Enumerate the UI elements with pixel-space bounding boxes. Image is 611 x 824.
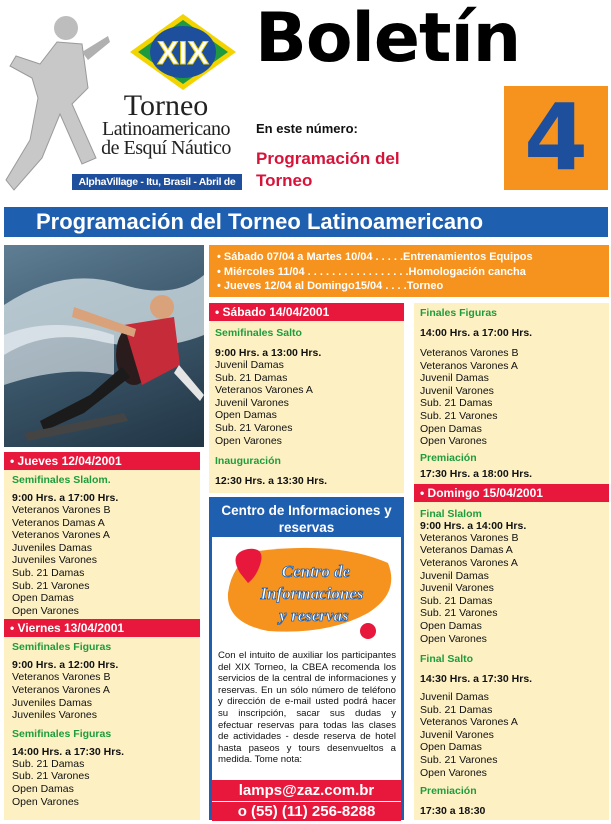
category-item: Veteranos Damas A	[420, 544, 513, 557]
category-item: Veteranos Varones A	[420, 716, 518, 729]
category-item: Juvenil Varones	[420, 384, 494, 397]
category-item: Juvenil Damas	[420, 569, 489, 582]
day-header-sunday: • Domingo 15/04/2001	[414, 484, 609, 502]
logo-wordmark	[82, 89, 250, 159]
category-item: Open Damas	[420, 741, 482, 754]
info-center-box	[209, 497, 404, 820]
logo-line-1: Torneo	[123, 89, 209, 122]
category-item: Sub. 21 Varones	[420, 754, 498, 767]
category-item: Sub. 21 Damas	[12, 566, 85, 579]
time-range: 17:30 Hrs. a 18:00 Hrs.	[420, 467, 533, 480]
category-item: Juvenil Damas	[420, 691, 489, 704]
category-item: Open Damas	[420, 619, 482, 632]
logo-line-3: de Esquí Náutico	[101, 137, 231, 159]
category-item: Open Damas	[12, 592, 74, 605]
category-item: Open Varones	[12, 604, 79, 617]
category-item: Open Damas	[420, 422, 482, 435]
info-center-logo	[218, 543, 398, 643]
category-item: Sub. 21 Varones	[215, 421, 293, 434]
in-this-issue-label: En este número:	[256, 121, 358, 136]
category-item: Veteranos Damas A	[12, 516, 105, 529]
category-item: Sub. 21 Damas	[420, 594, 493, 607]
category-item: Juvenil Varones	[420, 728, 494, 741]
section-title: Semifinales Figuras	[12, 727, 112, 740]
tournament-logo	[0, 0, 250, 204]
category-item: Open Damas	[12, 782, 74, 795]
info-logo-line-3: y reservas	[279, 606, 349, 625]
category-item: Open Varones	[12, 795, 79, 808]
section-banner: Programación del Torneo Latinoamericano	[4, 207, 608, 237]
category-item: Juveniles Varones	[12, 554, 98, 567]
time-range: 12:30 Hrs. a 13:30 Hrs.	[215, 475, 328, 488]
category-item: Veteranos Varones A	[420, 359, 518, 372]
waterskier-illustration	[4, 245, 204, 447]
waterskier-photo	[4, 245, 204, 447]
section-title: Inauguración	[215, 455, 281, 468]
contact-email[interactable]: lamps@zaz.com.br	[212, 780, 401, 801]
logo-location-band: AlphaVillage - Itu, Brasil - Abril de 2001	[72, 174, 242, 190]
category-item: Juveniles Varones	[12, 709, 98, 722]
time-range: 9:00 Hrs. a 12:00 Hrs.	[12, 659, 119, 672]
category-item: Juveniles Damas	[12, 696, 92, 709]
xix-emblem-text: XIX	[157, 35, 209, 71]
category-item: Juvenil Damas	[215, 359, 284, 371]
category-item: Sub. 21 Damas	[12, 757, 85, 770]
newsletter-title: Boletín	[255, 0, 521, 78]
day-header-saturday: • Sábado 14/04/2001	[209, 303, 404, 321]
category-item: Juvenil Varones	[420, 582, 494, 595]
time-range: 9:00 Hrs. a 13:00 Hrs.	[215, 347, 322, 359]
contact-phone: o (55) (11) 256-8288	[212, 801, 401, 821]
section-title: Final Slalom	[420, 507, 482, 520]
schedule-row: • Jueves 12/04 al Domingo15/04 . . . .Torneo	[217, 280, 444, 292]
info-center-description: Con el intuito de auxiliar los participantes del XIX Torneo, la CBEA recomenda los servicios de la central de informaciones y reservas. En un sólo número de teléfono y dirección de e-mail usted podrá hacer su inscripción, sacar sus dudas y efectuar reservas para todas las clases de actividades - desde reserva de hotel hasta paseos y tours desenvueltos a medida. Tome nota:	[218, 650, 396, 766]
category-item: Juveniles Damas	[12, 541, 92, 554]
info-logo-line-2: Informaciones	[260, 584, 364, 603]
section-title: Semifinales Salto	[215, 327, 302, 339]
category-item: Veteranos Varones A	[12, 529, 110, 542]
time-range: 17:30 a 18:30	[420, 805, 486, 818]
category-item: Veteranos Varones B	[12, 504, 111, 516]
time-range: 14:00 Hrs. a 17:30 Hrs.	[12, 745, 125, 758]
category-item: Sub. 21 Varones	[420, 409, 498, 422]
logo-line-2: Latinoamericano	[102, 118, 230, 140]
schedule-row: • Sábado 07/04 a Martes 10/04 . . . . .Entrenamientos Equipos	[217, 251, 533, 263]
category-item: Open Varones	[420, 766, 487, 779]
day-header-thursday: • Jueves 12/04/2001	[4, 452, 200, 470]
category-item: Veteranos Varones B	[420, 347, 519, 359]
category-item: Open Varones	[215, 434, 282, 447]
day-header-friday: • Viernes 13/04/2001	[4, 619, 200, 637]
category-item: Veteranos Varones A	[420, 556, 518, 569]
section-title: Semifinales Slalom.	[12, 474, 111, 486]
info-logo-line-1: Centro de	[281, 562, 351, 581]
category-item: Veteranos Varones B	[12, 671, 111, 684]
column-thursday-friday	[4, 452, 200, 820]
category-item: Open Damas	[215, 409, 277, 422]
section-title: Premiación	[420, 451, 477, 464]
time-range: 14:30 Hrs. a 17:30 Hrs.	[420, 673, 533, 686]
category-item: Sub. 21 Varones	[12, 579, 90, 592]
xix-emblem	[128, 12, 238, 92]
category-item: Veteranos Varones A	[12, 683, 110, 696]
category-item: Open Varones	[420, 632, 487, 645]
time-range: 9:00 Hrs. a 14:00 Hrs.	[420, 519, 527, 532]
column-finals-sunday	[414, 303, 609, 820]
column-saturday	[209, 303, 404, 493]
schedule-summary	[209, 245, 609, 297]
in-this-issue-item: Programación del Torneo	[256, 149, 400, 190]
category-item: Sub. 21 Damas	[420, 703, 493, 716]
category-item: Veteranos Varones B	[420, 531, 519, 544]
category-item: Juvenil Varones	[215, 396, 289, 409]
category-item: Sub. 21 Varones	[12, 770, 90, 783]
section-title: Premiación	[420, 785, 477, 798]
category-item: Sub. 21 Damas	[420, 397, 493, 410]
category-item: Sub. 21 Varones	[420, 607, 498, 620]
category-item: Open Varones	[420, 435, 487, 448]
section-title: Finales Figuras	[420, 307, 498, 319]
time-range: 14:00 Hrs. a 17:00 Hrs.	[420, 327, 533, 339]
category-item: Veteranos Varones A	[215, 384, 313, 397]
category-item: Juvenil Damas	[420, 372, 489, 385]
time-range: 9:00 Hrs. a 17:00 Hrs.	[12, 492, 119, 504]
schedule-row: • Miércoles 11/04 . . . . . . . . . . . . . . . . .Homologación cancha	[217, 265, 526, 278]
info-center-title: Centro de Informaciones y reservas	[212, 500, 401, 537]
section-title: Final Salto	[420, 653, 474, 666]
section-title: Semifinales Figuras	[12, 641, 112, 654]
category-item: Sub. 21 Damas	[215, 371, 288, 384]
issue-number: 4	[504, 86, 608, 190]
